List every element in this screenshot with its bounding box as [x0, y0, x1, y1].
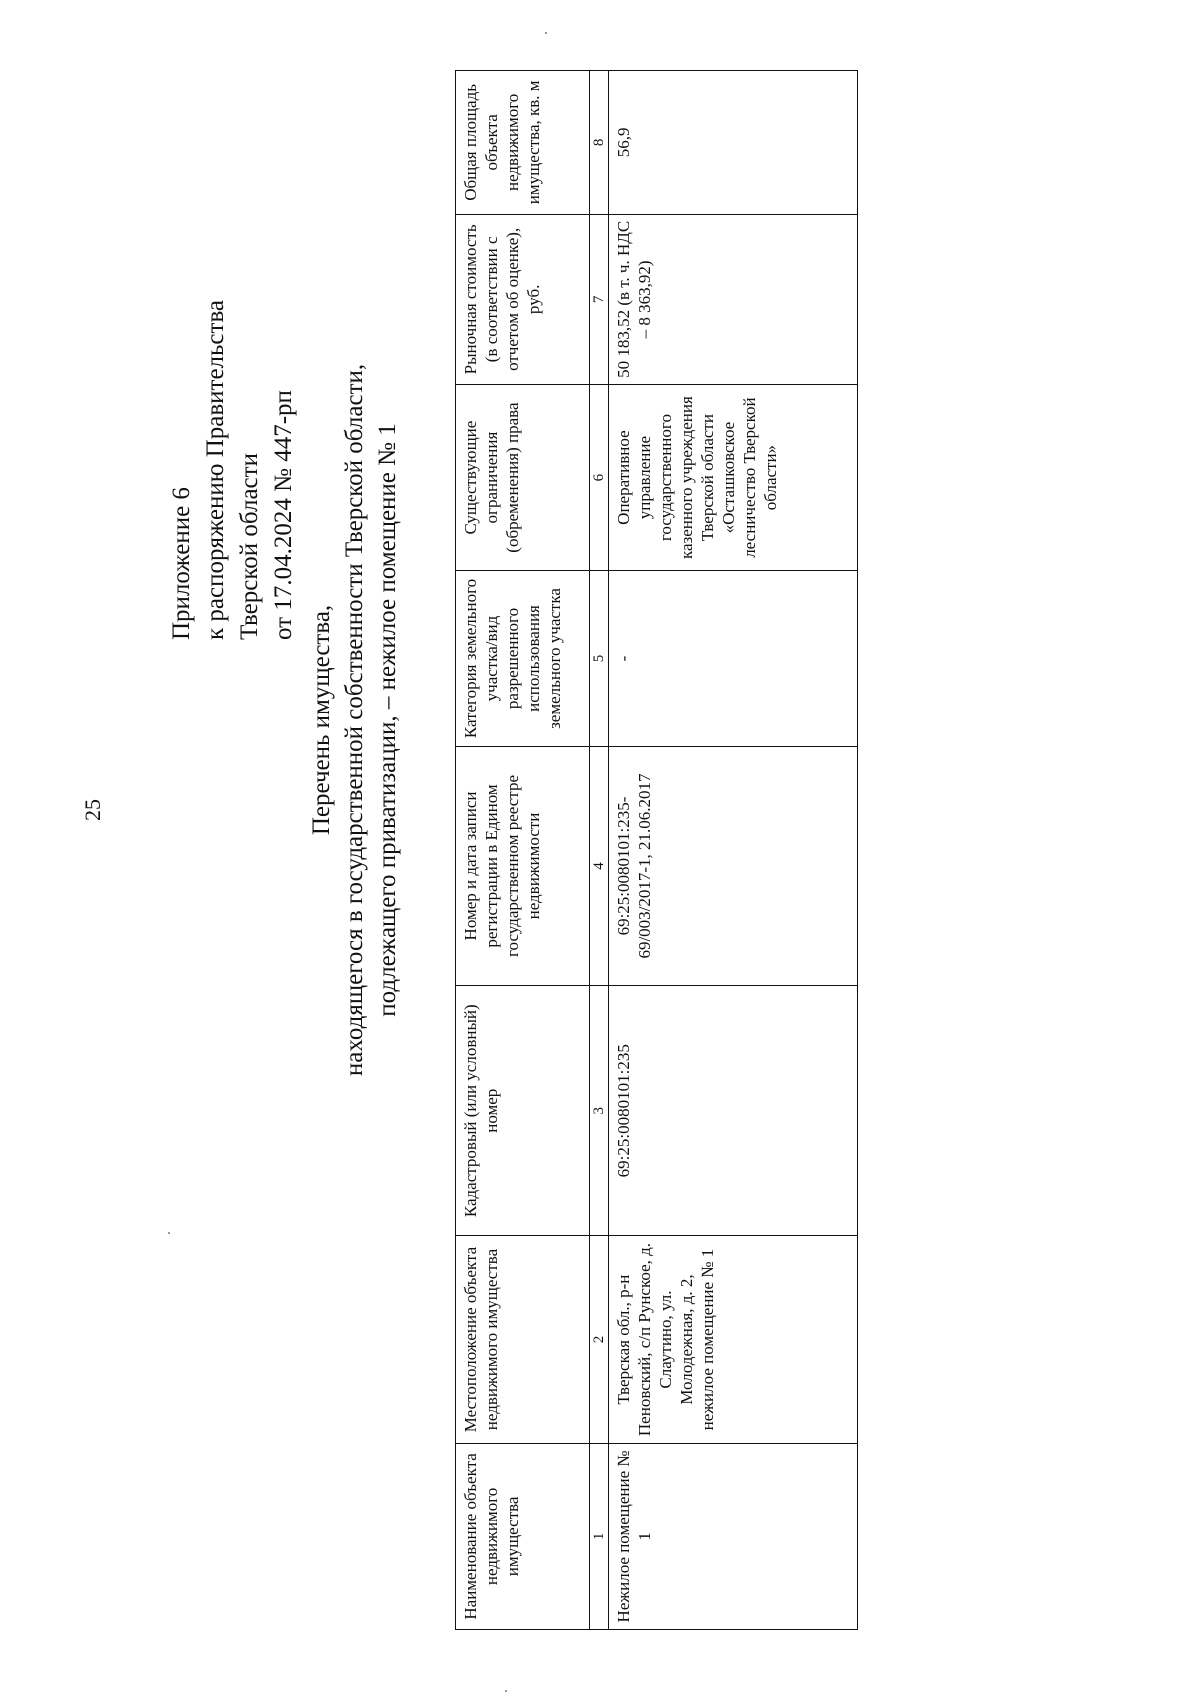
- header-name: Наименование объекта недвижимого имущества: [456, 1443, 590, 1629]
- property-table: [455, 70, 858, 1630]
- title-line: находящегося в государственной собственности Тверской области,: [341, 363, 368, 1077]
- document-title: [305, 40, 404, 1400]
- scan-speck: [545, 32, 547, 34]
- cell-name: Нежилое помещение № 1: [609, 1443, 858, 1629]
- page-number: 25: [80, 799, 105, 821]
- header-land-category: Категория земельного участка/вид разрешенного использования земельного участка: [456, 571, 590, 747]
- column-number: 5: [590, 571, 609, 747]
- appendix-line: от 17.04.2024 № 447-рп: [270, 390, 297, 640]
- column-number: 8: [590, 71, 609, 215]
- scan-speck: [505, 1690, 507, 1692]
- cell-land-category: -: [609, 571, 858, 747]
- cell-area: 56,9: [609, 71, 858, 215]
- title-line: Перечень имущества,: [308, 604, 335, 836]
- scan-speck: [168, 1232, 170, 1234]
- column-number: 6: [590, 384, 609, 570]
- cell-registration: 69:25:0080101:235-69/003/2017-1, 21.06.2017: [609, 746, 858, 985]
- header-cadastral: Кадастровый (или условный) номер: [456, 986, 590, 1236]
- cell-location: Тверская обл., р-н Пеновский, с/п Рунское, д. Слаутино, ул. Молодежная, д. 2, нежилое помещение № 1: [609, 1236, 858, 1444]
- appendix-line: Тверской области: [236, 453, 263, 640]
- table-row: [609, 71, 858, 1630]
- column-number: 7: [590, 214, 609, 384]
- header-area: Общая площадь объекта недвижимого имущества, кв. м: [456, 71, 590, 215]
- cell-cadastral: 69:25:0080101:235: [609, 986, 858, 1236]
- header-encumbrances: Существующие ограничения (обременения) права: [456, 384, 590, 570]
- title-line: подлежащего приватизации, – нежилое помещение № 1: [374, 423, 401, 1017]
- table-header-row: [456, 71, 590, 1630]
- column-number: 4: [590, 746, 609, 985]
- cell-encumbrances: Оперативное управление государственного казенного учреждения Тверской области «Осташковское лесничество Тверской области»: [609, 384, 858, 570]
- cell-market-value: 50 183,52 (в т. ч. НДС – 8 363,92): [609, 214, 858, 384]
- header-market-value: Рыночная стоимость (в соответствии с отчетом об оценке), руб.: [456, 214, 590, 384]
- column-number: 2: [590, 1236, 609, 1444]
- appendix-block: [165, 120, 301, 640]
- appendix-line: Приложение 6: [168, 487, 195, 640]
- column-number: 1: [590, 1443, 609, 1629]
- column-number: 3: [590, 986, 609, 1236]
- column-number-row: [590, 71, 609, 1630]
- header-location: Местоположение объекта недвижимого имущества: [456, 1236, 590, 1444]
- appendix-line: к распоряжению Правительства: [202, 299, 229, 640]
- header-registration: Номер и дата записи регистрации в Едином государственном реестре недвижимости: [456, 746, 590, 985]
